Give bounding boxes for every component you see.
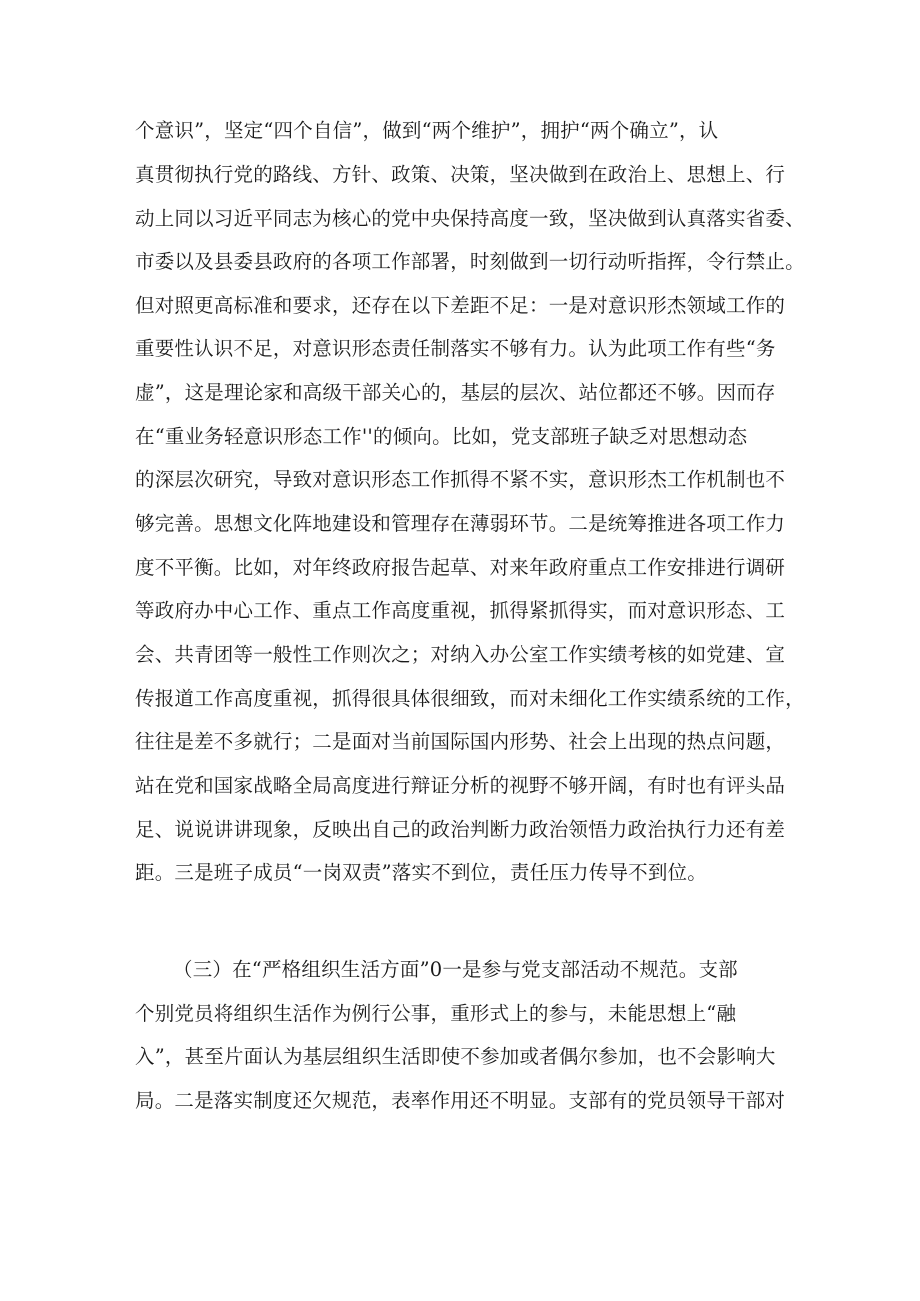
text-line: 距。三是班子成员“一岗双责”落实不到位，责任压力传导不到位。 — [135, 861, 707, 884]
text-line: 足、说说讲讲现象，反映出自己的政治判断力政治领悟力政治执行力还有差 — [135, 818, 786, 841]
text-line: 市委以及县委县政府的各项工作部署，时刻做到一切行动听指挥，令行禁止。 — [135, 250, 805, 273]
text-line: 会、共青团等一般性工作则次之；对纳入办公室工作实绩考核的如党建、宣 — [135, 643, 786, 666]
text-line: 的深层次研究，导致对意识形态工作抓得不紧不实，意识形杰工作机制也不 — [135, 468, 786, 491]
text-line: 重要性认识不足，对意识形态责任制落实不够有力。认为此项工作有些“务 — [135, 337, 776, 360]
text-line: 站在党和国家战略全局高度进行辩证分析的视野不够开阔，有时也有评头品 — [135, 774, 786, 797]
paragraph-heading-line: （三）在“严格组织生活方面”0一是参与党支部活动不规范。支部 — [173, 958, 738, 981]
text-line: 往往是差不多就行；二是面对当前国际国内形势、社会上出现的热点问题， — [135, 730, 786, 753]
text-line: 度不平衡。比如，对年终政府报告起草、对来年政府重点工作安排进行调研 — [135, 556, 786, 579]
text-line: 等政府办中心工作、重点工作高度重视，抓得紧抓得实，而对意识形态、工 — [135, 599, 786, 622]
text-line: 个意识”，坚定“四个自信”，做到“两个维护”，拥护“两个确立”，认 — [135, 119, 719, 142]
text-line: 虚”，这是理论家和高级干部关心的，基层的层次、站位都还不够。因而存 — [135, 381, 776, 404]
text-line: 动上同以习近平同志为核心的党中央保持高度一致，坚决做到认真落实省委、 — [135, 207, 805, 230]
text-line: 传报道工作高度重视，抓得很具体很细致，而对未细化工作实绩系统的工作， — [135, 687, 805, 710]
text-line: 个别党员将组织生活作为例行公事，重形式上的参与，未能思想上“融 — [135, 1002, 737, 1025]
text-line: 入”，甚至片面认为基层组织生活即使不参加或者偶尔参加，也不会影响大 — [135, 1045, 776, 1068]
text-line: 在“重业务轻意识形态工作''的倾向。比如，党支部班子缺乏对思想动态 — [135, 425, 748, 448]
text-line: 真贯彻执行党的路线、方针、政策、决策，坚决做到在政治上、思想上、行 — [135, 163, 786, 186]
text-line: 但对照更高标准和要求，还存在以下差距不足：一是对意识形杰领域工作的 — [135, 294, 786, 317]
text-line: 局。二是落实制度还欠规范，表率作用还不明显。支部有的党员领导干部对 — [135, 1089, 786, 1112]
text-line: 够完善。思想文化阵地建设和管理存在薄弱环节。二是统筹推进各项工作力 — [135, 512, 786, 535]
